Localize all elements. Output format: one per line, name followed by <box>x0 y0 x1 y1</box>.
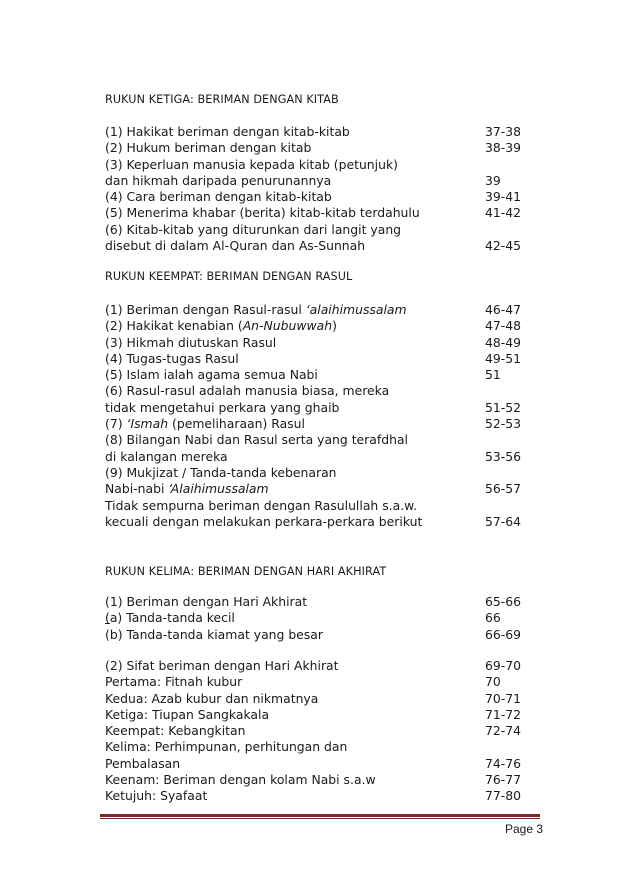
toc-row <box>105 238 545 254</box>
toc-row <box>105 432 545 448</box>
toc-page-number: 47-48 <box>485 318 522 334</box>
toc-entry-text: (3) Keperluan manusia kepada kitab (petunjuk) <box>105 156 398 172</box>
toc-page-number: 52-53 <box>485 416 522 432</box>
toc-page-number: 51 <box>485 367 501 383</box>
toc-entry-text: disebut di dalam Al-Quran dan As-Sunnah <box>105 238 366 254</box>
toc-row <box>105 449 545 465</box>
toc-entry-text: (3) Hikmah diutuskan Rasul <box>105 334 277 350</box>
toc-page-number: 57-64 <box>485 513 522 529</box>
toc-page-number: 53-56 <box>485 448 522 464</box>
toc-page-number: 74-76 <box>485 755 522 771</box>
toc-entry-text: (4) Tugas-tugas Rasul <box>105 350 239 366</box>
toc-row <box>105 335 545 351</box>
toc-row <box>105 481 545 497</box>
toc-page-number: 56-57 <box>485 481 522 497</box>
toc-entry-text: Ketujuh: Syafaat <box>105 788 208 804</box>
toc-page-number: 65-66 <box>485 594 522 609</box>
toc-entry-text: (8) Bilangan Nabi dan Rasul serta yang terafdhal <box>105 432 408 448</box>
toc-row <box>105 173 545 189</box>
toc-row <box>105 627 545 643</box>
toc-page-number: 66 <box>485 610 501 626</box>
toc-page-number: 48-49 <box>485 334 522 350</box>
toc-page-number: 39 <box>485 172 501 188</box>
page-number: Page 3 <box>505 822 544 836</box>
toc-entry-text: (2) Hakikat kenabian (An-Nubuwwah) <box>105 318 337 334</box>
toc-row <box>105 465 545 481</box>
section-heading-kitab: RUKUN KETIGA: BERIMAN DENGAN KITAB <box>105 93 339 106</box>
toc-row <box>105 205 545 221</box>
toc-row <box>105 400 545 416</box>
toc-page-number: 71-72 <box>485 706 522 722</box>
toc-page-number: 70-71 <box>485 690 522 706</box>
toc-page-number: 39-41 <box>485 189 522 205</box>
toc-entry-text: kecuali dengan melakukan perkara-perkara berikut <box>105 513 423 529</box>
toc-page-number: 69-70 <box>485 658 522 673</box>
toc-row <box>105 610 545 626</box>
toc-row <box>105 189 545 205</box>
toc-entry-text: Keenam: Beriman dengan kolam Nabi s.a.w <box>105 772 376 788</box>
toc-row <box>105 594 545 610</box>
toc-entry-text: (2) Hukum beriman dengan kitab <box>105 140 312 156</box>
toc-block-akhirat <box>105 594 545 643</box>
toc-entry-text: (5) Menerima khabar (berita) kitab-kitab terdahulu <box>105 205 420 221</box>
toc-entry-text: Tidak sempurna beriman dengan Rasulullah s.a.w. <box>105 497 418 513</box>
section-heading-rasul: RUKUN KEEMPAT: BERIMAN DENGAN RASUL <box>105 270 353 283</box>
toc-row <box>105 124 545 140</box>
toc-page-number: 72-74 <box>485 723 522 739</box>
toc-row <box>105 367 545 383</box>
toc-entry-text: (4) Cara beriman dengan kitab-kitab <box>105 189 332 205</box>
toc-entry-text: Kedua: Azab kubur dan nikmatnya <box>105 690 319 706</box>
section-heading-akhirat: RUKUN KELIMA: BERIMAN DENGAN HARI AKHIRAT <box>105 565 387 578</box>
toc-page-number: 42-45 <box>485 238 522 254</box>
toc-page-number: 37-38 <box>485 124 522 139</box>
toc-row <box>105 416 545 432</box>
toc-entry-text: (1) Beriman dengan Rasul-rasul ‘alaihimussalam <box>105 302 407 317</box>
toc-row <box>105 658 545 674</box>
footer-divider-thin <box>100 818 540 819</box>
toc-page-number: 38-39 <box>485 140 522 156</box>
toc-block-sifat-akhirat <box>105 658 545 805</box>
toc-row <box>105 707 545 723</box>
toc-row <box>105 788 545 804</box>
toc-row <box>105 222 545 238</box>
toc-page-number: 66-69 <box>485 626 522 642</box>
toc-entry-text: Nabi-nabi ‘Alaihimussalam <box>105 481 269 497</box>
toc-row <box>105 351 545 367</box>
toc-page-number: 49-51 <box>485 350 522 366</box>
toc-row <box>105 157 545 173</box>
toc-entry-text: (a) Tanda-tanda kecil <box>105 610 235 626</box>
toc-row <box>105 140 545 156</box>
toc-entry-text: Pertama: Fitnah kubur <box>105 674 243 690</box>
toc-entry-text: (1) Hakikat beriman dengan kitab-kitab <box>105 124 350 139</box>
toc-entry-text: (5) Islam ialah agama semua Nabi <box>105 367 318 383</box>
toc-row <box>105 318 545 334</box>
toc-entry-text: (6) Rasul-rasul adalah manusia biasa, mereka <box>105 383 390 399</box>
toc-entry-text: (2) Sifat beriman dengan Hari Akhirat <box>105 658 339 673</box>
toc-entry-text: Keempat: Kebangkitan <box>105 723 246 739</box>
toc-row <box>105 691 545 707</box>
toc-page-number: 76-77 <box>485 772 522 788</box>
toc-row <box>105 756 545 772</box>
toc-row <box>105 674 545 690</box>
toc-block-rasul <box>105 302 545 530</box>
toc-entry-text: Ketiga: Tiupan Sangkakala <box>105 706 270 722</box>
toc-entry-text: (b) Tanda-tanda kiamat yang besar <box>105 626 323 642</box>
toc-row <box>105 739 545 755</box>
toc-row <box>105 772 545 788</box>
toc-entry-text: dan hikmah daripada penurunannya <box>105 172 332 188</box>
toc-page-number: 46-47 <box>485 302 522 317</box>
toc-row <box>105 498 545 514</box>
toc-entry-text: (9) Mukjizat / Tanda-tanda kebenaran <box>105 464 337 480</box>
toc-block-kitab <box>105 124 545 254</box>
toc-row <box>105 514 545 530</box>
toc-page-number: 77-80 <box>485 788 522 804</box>
toc-entry-text: (7) ‘Ismah (pemeliharaan) Rasul <box>105 416 305 432</box>
toc-page-number: 41-42 <box>485 205 522 221</box>
toc-entry-text: Pembalasan <box>105 755 181 771</box>
toc-entry-text: (6) Kitab-kitab yang diturunkan dari langit yang <box>105 221 402 237</box>
toc-entry-text: tidak mengetahui perkara yang ghaib <box>105 399 340 415</box>
toc-row <box>105 383 545 399</box>
footer-divider <box>100 814 540 817</box>
toc-row <box>105 302 545 318</box>
toc-page-number: 51-52 <box>485 399 522 415</box>
toc-entry-text: (1) Beriman dengan Hari Akhirat <box>105 594 308 609</box>
toc-page-number: 70 <box>485 674 501 690</box>
toc-entry-text: Kelima: Perhimpunan, perhitungan dan <box>105 739 348 755</box>
toc-row <box>105 723 545 739</box>
toc-entry-text: di kalangan mereka <box>105 448 228 464</box>
